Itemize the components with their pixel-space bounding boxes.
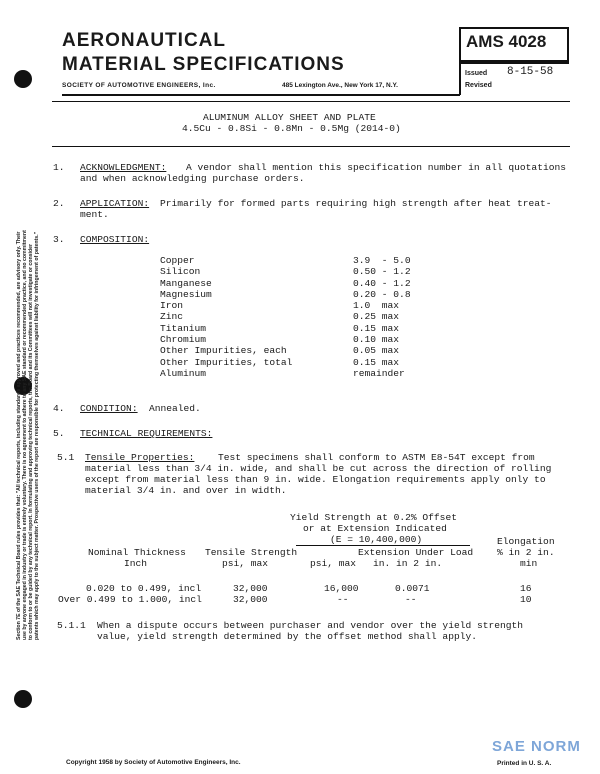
col-elongation-header: Elongation [497,536,555,547]
cell-yield: -- [337,594,349,605]
yield-header: (E = 10,400,000) [330,534,423,545]
composition-value: 0.25 max [353,311,400,323]
composition-element: Magnesium [160,288,212,300]
yield-header: Yield Strength at 0.2% Offset [290,512,457,523]
cell-elongation: 10 [520,594,532,605]
composition-element: Manganese [160,277,212,289]
col-tensile-header: Tensile Strength [205,547,298,558]
col-elongation-header: min [520,558,538,569]
composition-value: 1.0 max [353,300,400,312]
col-thickness-header: Inch [124,558,148,569]
col-tensile-header: psi, max [222,558,269,569]
sae-watermark: SAE NORM [492,738,581,755]
cell-thickness: Over 0.499 to 1.000, incl [58,594,202,605]
composition-list [160,255,460,379]
yield-header-rule [296,545,470,546]
composition-row [160,334,460,345]
printed-notice: Printed in U. S. A. [497,760,552,767]
yield-header: or at Extension Indicated [303,523,447,534]
society-name: SOCIETY OF AUTOMOTIVE ENGINEERS, Inc. [62,82,216,89]
composition-element: Silicon [160,266,201,278]
composition-row [160,255,460,266]
composition-element: Zinc [160,311,184,323]
section-1-title: ACKNOWLEDGMENT: [80,162,167,173]
composition-value: 0.15 max [353,356,400,368]
revised-label: Revised [465,82,492,89]
col-extension-header: Extension Under Load [358,547,474,558]
section-4-text: Annealed. [149,403,201,414]
section-5-number: 5. [53,428,65,439]
composition-value: 0.50 - 1.2 [353,266,411,278]
section-5-1-1-number: 5.1.1 [57,620,86,631]
header-rule [62,94,460,96]
section-5-1-text: Test specimens shall conform to ASTM E8-54T except from [218,452,535,463]
sidebar-notice-line: patents which may apply to the subject matter. Prospective users of the report are responsible for protecting themselves against liability for infringement of patents." [34,231,40,640]
sidebar-notice-line: use by anyone engaged in industry or trade is entirely voluntary. There is no agreement to adhere to any SAE standard or recommended practice, and no commitment [22,230,28,640]
cell-extension: 0.0071 [395,583,430,594]
composition-value: 0.05 max [353,345,400,357]
composition-value: remainder [353,367,405,379]
section-5-title: TECHNICAL REQUIREMENTS: [80,428,213,439]
col-thickness-header: Nominal Thickness [88,547,186,558]
section-5-1-1-text: When a dispute occurs between purchaser and vendor over the yield strength [97,620,524,631]
composition-row [160,289,460,300]
section-2-text: ment. [80,209,109,220]
binding-hole-top [14,70,32,88]
composition-element: Titanium [160,322,207,334]
cell-elongation: 16 [520,583,532,594]
composition-row [160,368,460,379]
section-1-text: A vendor shall mention this specification number in all quotations [186,162,566,173]
spec-number: AMS 4028 [466,32,547,51]
section-1-number: 1. [53,162,65,173]
issued-label: Issued [465,70,488,77]
section-5-1-text: except from material less than 9 in. wide. Elongation requirements apply only to [85,474,546,485]
composition-element: Other Impurities, each [160,345,287,357]
binding-hole-bottom [14,690,32,708]
composition-row [160,345,460,356]
col-yield-header: psi, max [310,558,357,569]
cell-tensile: 32,000 [233,594,268,605]
cell-thickness: 0.020 to 0.499, incl [86,583,202,594]
col-extension-header: in. in 2 in. [373,558,443,569]
title-line-2: MATERIAL SPECIFICATIONS [62,54,345,75]
composition-value: 0.40 - 1.2 [353,277,411,289]
cell-extension: -- [405,594,417,605]
cell-yield: 16,000 [324,583,359,594]
composition-element: Iron [160,300,184,312]
composition-row [160,357,460,368]
cell-tensile: 32,000 [233,583,268,594]
section-4-number: 4. [53,403,65,414]
composition-row [160,323,460,334]
section-3-title: COMPOSITION: [80,234,150,245]
composition-value: 0.10 max [353,334,400,346]
composition-row [160,311,460,322]
composition-element: Aluminum [160,367,207,379]
spec-box-rule [459,62,569,64]
section-2-number: 2. [53,198,65,209]
composition-element: Chromium [160,334,207,346]
composition-value: 0.20 - 0.8 [353,288,411,300]
society-address: 485 Lexington Ave., New York 17, N.Y. [282,82,398,89]
composition-row [160,300,460,311]
composition-row [160,278,460,289]
composition-value: 0.15 max [353,322,400,334]
section-3-number: 3. [53,234,65,245]
title-line-1: AERONAUTICAL [62,30,226,51]
subject-line-2: 4.5Cu - 0.8Si - 0.8Mn - 0.5Mg (2014-0) [182,123,401,134]
section-5-1-text: material less than 3/4 in. wide, and shall be cut across the direction of rolling [85,463,552,474]
section-5-1-number: 5.1 [57,452,75,463]
issued-date: 8-15-58 [507,66,554,78]
sidebar-notice-line: Section 7E of the SAE Technical Board rules provides that: "All technical reports, including standards approved and practices recommended, are advisory only. Their [16,231,22,640]
composition-value: 3.9 - 5.0 [353,255,411,266]
subject-line-1: ALUMINUM ALLOY SHEET AND PLATE [203,112,376,123]
col-elongation-header: % in 2 in. [497,547,555,558]
section-2-title: APPLICATION: [80,198,150,209]
composition-element: Copper [160,255,195,266]
section-1-text: and when acknowledging purchase orders. [80,173,305,184]
sidebar-notice-line: to conform to or be guided by any technical report. In formulating and approving technical reports, the Board and its Committees will not investigate or consider [28,243,34,640]
section-5-1-1-text: value, yield strength determined by the offset method shall apply. [97,631,477,642]
composition-row [160,266,460,277]
copyright-notice: Copyright 1958 by Society of Automotive Engineers, Inc. [66,759,241,766]
section-4-title: CONDITION: [80,403,138,414]
section-5-1-text: material 3/4 in. and over in width. [85,485,287,496]
section-5-1-title: Tensile Properties: [85,452,195,463]
composition-element: Other Impurities, total [160,356,293,368]
section-2-text: Primarily for formed parts requiring high strength after heat treat- [160,198,552,209]
